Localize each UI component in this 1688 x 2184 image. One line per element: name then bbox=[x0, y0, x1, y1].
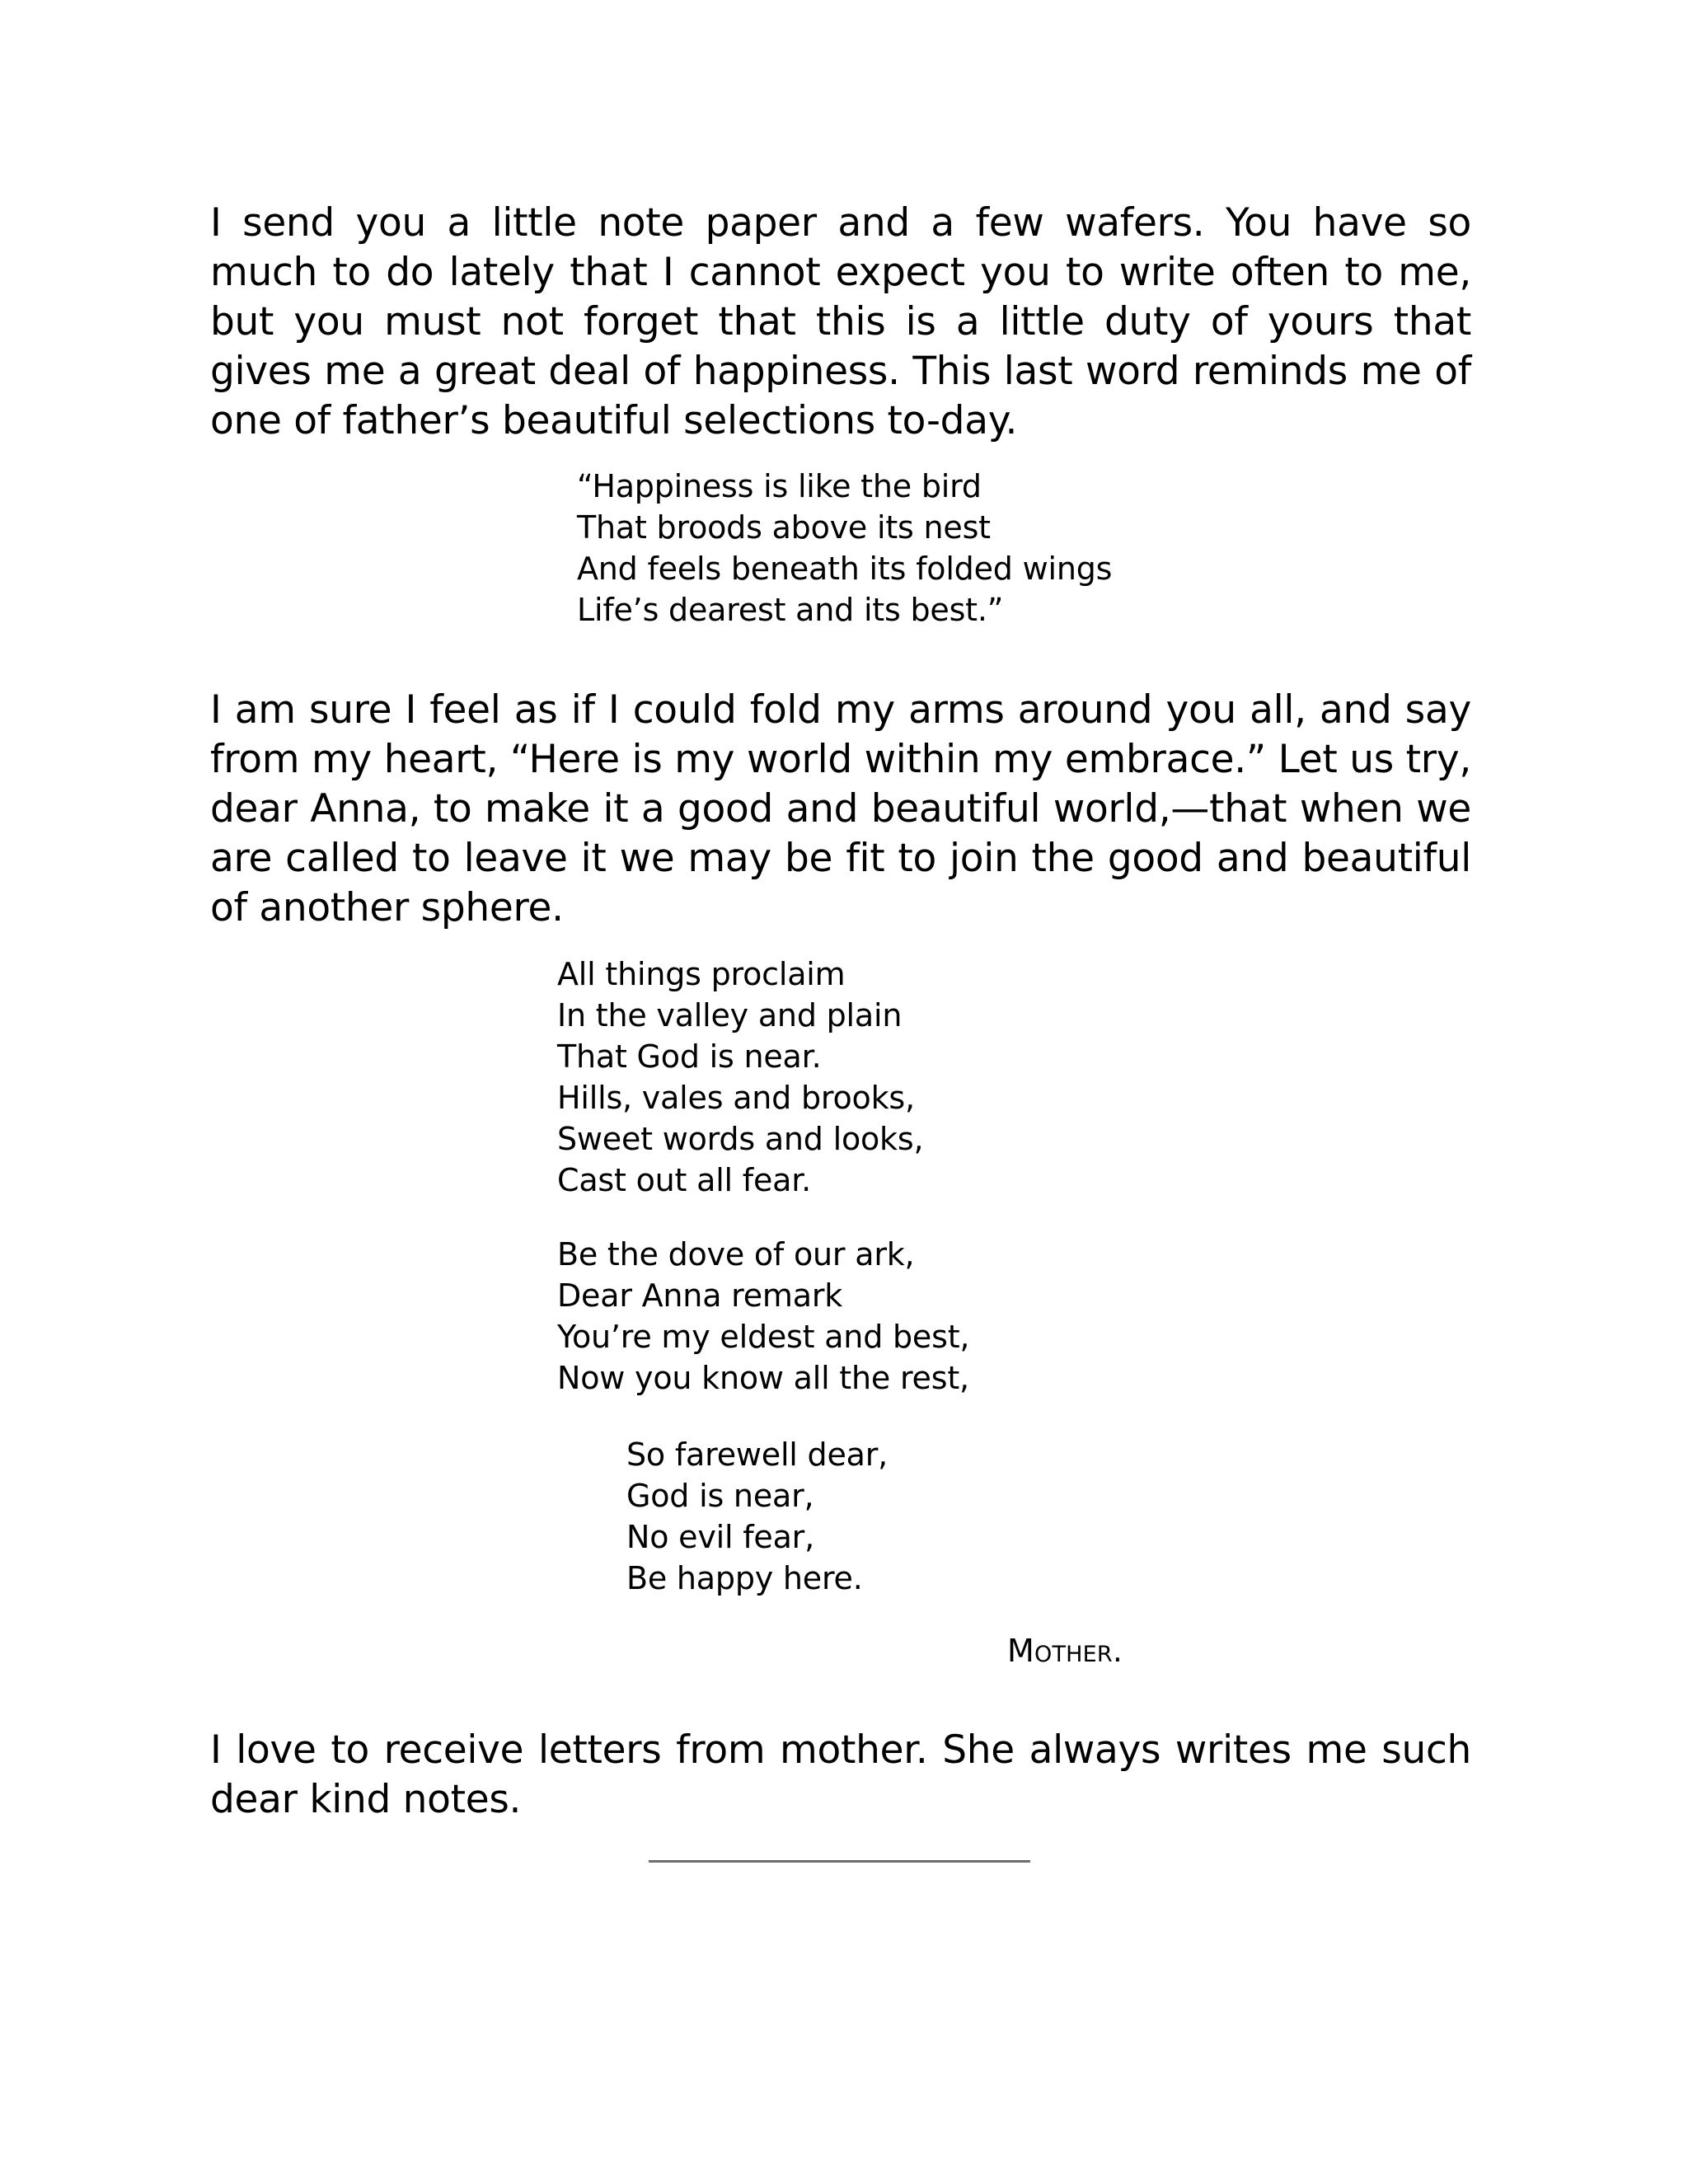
poem-stanza-1 bbox=[557, 954, 923, 1201]
verse-line: “Happiness is like the bird bbox=[577, 468, 982, 504]
poem-line: Hills, vales and brooks, bbox=[557, 1080, 915, 1116]
poem-line: No evil fear, bbox=[626, 1519, 814, 1555]
poem-line: Dear Anna remark bbox=[557, 1277, 843, 1314]
poem-line: Now you know all the rest, bbox=[557, 1360, 969, 1396]
poem-line: Cast out all fear. bbox=[557, 1162, 812, 1198]
signature: Mother. bbox=[1007, 1633, 1123, 1669]
quoted-verse bbox=[577, 466, 1112, 630]
verse-line: That broods above its nest bbox=[577, 509, 991, 546]
poem-line: Be the dove of our ark, bbox=[557, 1236, 915, 1272]
poem-stanza-2 bbox=[557, 1234, 969, 1399]
poem-line: You’re my eldest and best, bbox=[557, 1319, 970, 1355]
poem-line: All things proclaim bbox=[557, 956, 846, 992]
paragraph-letters: I love to receive letters from mother. She always writes me such dear kind notes. bbox=[210, 1727, 1471, 1822]
section-divider bbox=[649, 1860, 1030, 1863]
poem-line: In the valley and plain bbox=[557, 997, 903, 1033]
poem-stanza-3 bbox=[626, 1434, 888, 1599]
poem-line: Sweet words and looks, bbox=[557, 1121, 924, 1157]
verse-line: And feels beneath its folded wings bbox=[577, 551, 1113, 587]
verse-line: Life’s dearest and its best.” bbox=[577, 592, 1004, 628]
paragraph-embrace: I am sure I feel as if I could fold my arms around you all, and say from my heart, “Here is my world within my embrace.” Let us try, dear Anna, to make it a good and beautiful world,—that when we are called to leave it we may be fit to join the good and beautiful of another sphere. bbox=[210, 687, 1471, 930]
poem-line: So farewell dear, bbox=[626, 1436, 889, 1473]
poem-line: Be happy here. bbox=[626, 1560, 863, 1596]
paragraph-note-paper: I send you a little note paper and a few wafers. You have so much to do lately that I cannot expect you to write often to me, but you must not forget that this is a little duty of yours that gives me a great deal of happiness. This last word reminds me of one of father’s beautiful selections to-day. bbox=[210, 200, 1471, 443]
poem-line: God is near, bbox=[626, 1478, 814, 1514]
poem-line: That God is near. bbox=[557, 1038, 822, 1075]
